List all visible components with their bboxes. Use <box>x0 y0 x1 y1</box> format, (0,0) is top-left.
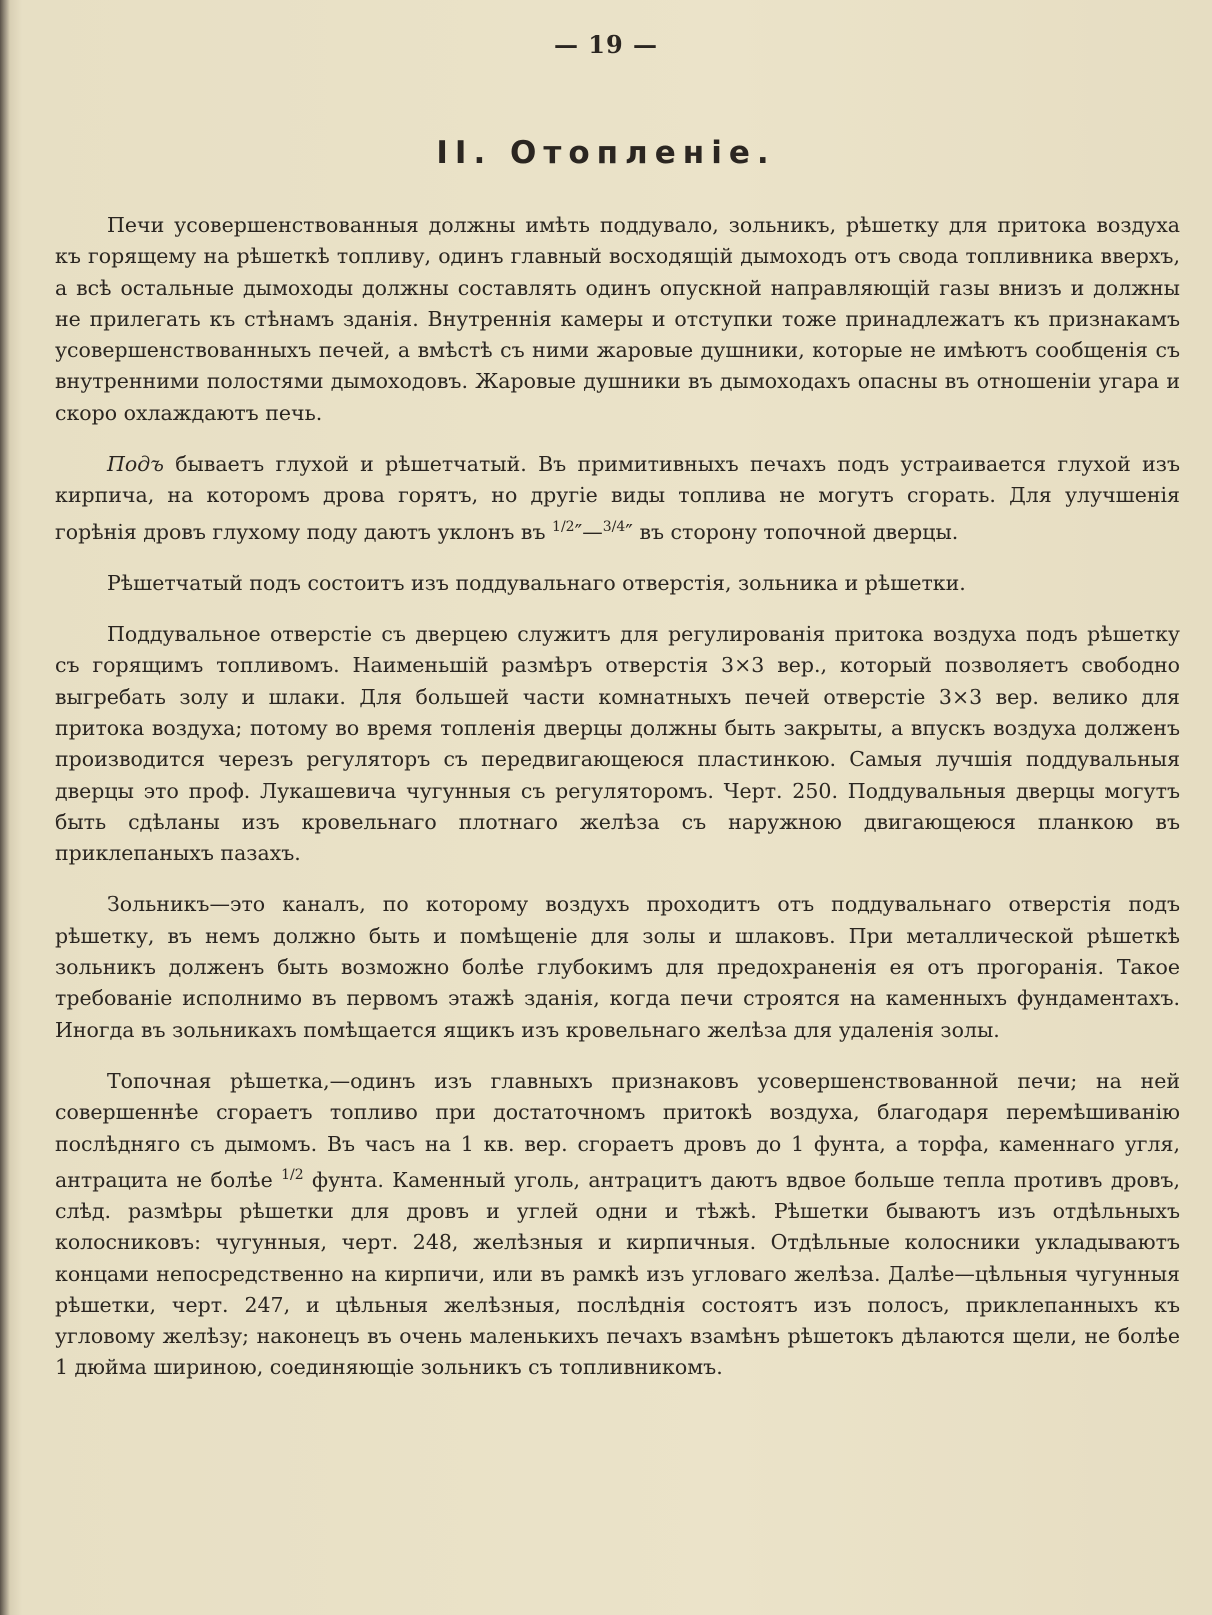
paragraph-2-lead: Подъ <box>107 452 164 477</box>
paragraph-6-text-b: фунта. Каменный уголь, антрацитъ даютъ вдвое больше тепла противъ дровъ, слѣд. размѣры рѣшетки для дровъ и углей одни и тѣжѣ. Рѣшетки бываютъ изъ отдѣльныхъ колосниковъ: чугунныя, черт. 248, желѣзныя и кирпичныя. Отдѣльные колосники укладываютъ концами непосредственно на кирпичи, или въ рамкѣ изъ угловаго желѣза. Далѣе—цѣльныя чугунныя рѣшетки, черт. 247, и цѣльныя желѣзныя, послѣднiя состоятъ изъ полосъ, приклепанныхъ къ угловому желѣзу; наконецъ въ очень маленькихъ печахъ взамѣнъ рѣшетокъ дѣлаются щели, не болѣе 1 дюйма шириною, соединяющiе зольникъ съ топливникомъ. <box>55 1167 1181 1380</box>
fraction-three-quarters: 3/4 <box>602 518 626 535</box>
fraction-half: 1/2 <box>552 518 575 535</box>
paragraph-1: Печи усовершенствованныя должны имѣть поддувало, зольникъ, рѣшетку для притока воздуха къ горящему на рѣшеткѣ топливу, одинъ главный восходящiй дымоходъ отъ свода топливника вверхъ, а всѣ остальные дымоходы должны составлять одинъ опускной направляющiй газы внизъ и должны не прилегать къ стѣнамъ зданiя. Внутреннiя камеры и отступки тоже принадлежатъ къ признакамъ усовершенствованныхъ печей, а вмѣстѣ съ ними жаровые душники, которые не имѣютъ сообщенiя съ внутренними полостями дымоходовъ. Жаровые душники въ дымоходахъ опасны въ отношенiи угара и скоро охлаждаютъ печь. <box>55 213 1180 425</box>
paragraph-6 <box>55 1066 1180 1384</box>
fraction-half-2: 1/2 <box>281 1166 304 1183</box>
paragraph-2 <box>55 449 1180 548</box>
paragraph-2-text-b: ″ въ сторону топочной дверцы. <box>625 519 959 544</box>
body-text <box>55 210 1180 1404</box>
paragraph-3: Рѣшетчатый подъ состоитъ изъ поддувальнаго отверстiя, зольника и рѣшетки. <box>107 570 966 595</box>
paragraph-2-mid: ″— <box>574 519 603 544</box>
section-title: II. Отопленiе. <box>436 135 776 171</box>
page-number: — 19 — <box>553 30 659 59</box>
paragraph-6-text-a: Топочная рѣшетка,—одинъ изъ главныхъ признаковъ усовершенствованной печи; на ней совершеннѣе сгораетъ топливо при достаточномъ притокѣ воздуха, благодаря перемѣшиванiю послѣдняго съ дымомъ. Въ часъ на 1 кв. вер. сгораетъ дровъ до 1 фунта, а торфа, каменнаго угля, антрацита не болѣе <box>55 1068 1180 1192</box>
paragraph-4: Поддувальное отверстiе съ дверцею служитъ для регулированiя притока воздуха подъ рѣшетку съ горящимъ топливомъ. Наименьшiй размѣръ отверстiя 3×3 вер., который позволяетъ свободно выгребать золу и шлаки. Для большей части комнатныхъ печей отверстiе 3×3 вер. велико для притока воздуха; потому во время топленiя дверцы должны быть закрыты, а впускъ воздуха долженъ производится черезъ регуляторъ съ передвигающеюся пластинкою. Самыя лучшiя поддувальныя дверцы это проф. Лукашевича чугунныя съ регуляторомъ. Черт. 250. Поддувальныя дверцы могутъ быть сдѣланы изъ кровельнаго плотнаго желѣза съ наружною двигающеюся планкою въ приклепаныхъ пазахъ. <box>55 622 1180 866</box>
paragraph-5: Зольникъ—это каналъ, по которому воздухъ проходитъ отъ поддувальнаго отверстiя подъ рѣшетку, въ немъ должно быть и помѣщенiе для золы и шлаковъ. При металлической рѣшеткѣ зольникъ долженъ быть возможно болѣе глубокимъ для предохраненiя ея отъ прогоранiя. Такое требованiе исполнимо въ первомъ этажѣ зданiя, когда печи строятся на каменныхъ фундаментахъ. Иногда въ зольникахъ помѣщается ящикъ изъ кровельнаго желѣза для удаленiя золы. <box>55 892 1180 1042</box>
paragraph-2-text-a: бываетъ глухой и рѣшетчатый. Въ примитивныхъ печахъ подъ устраивается глухой изъ кирпича, на которомъ дрова горятъ, но другiе виды топлива не могутъ сгорать. Для улучшенiя горѣнiя дровъ глухому поду даютъ уклонъ въ <box>55 452 1180 544</box>
